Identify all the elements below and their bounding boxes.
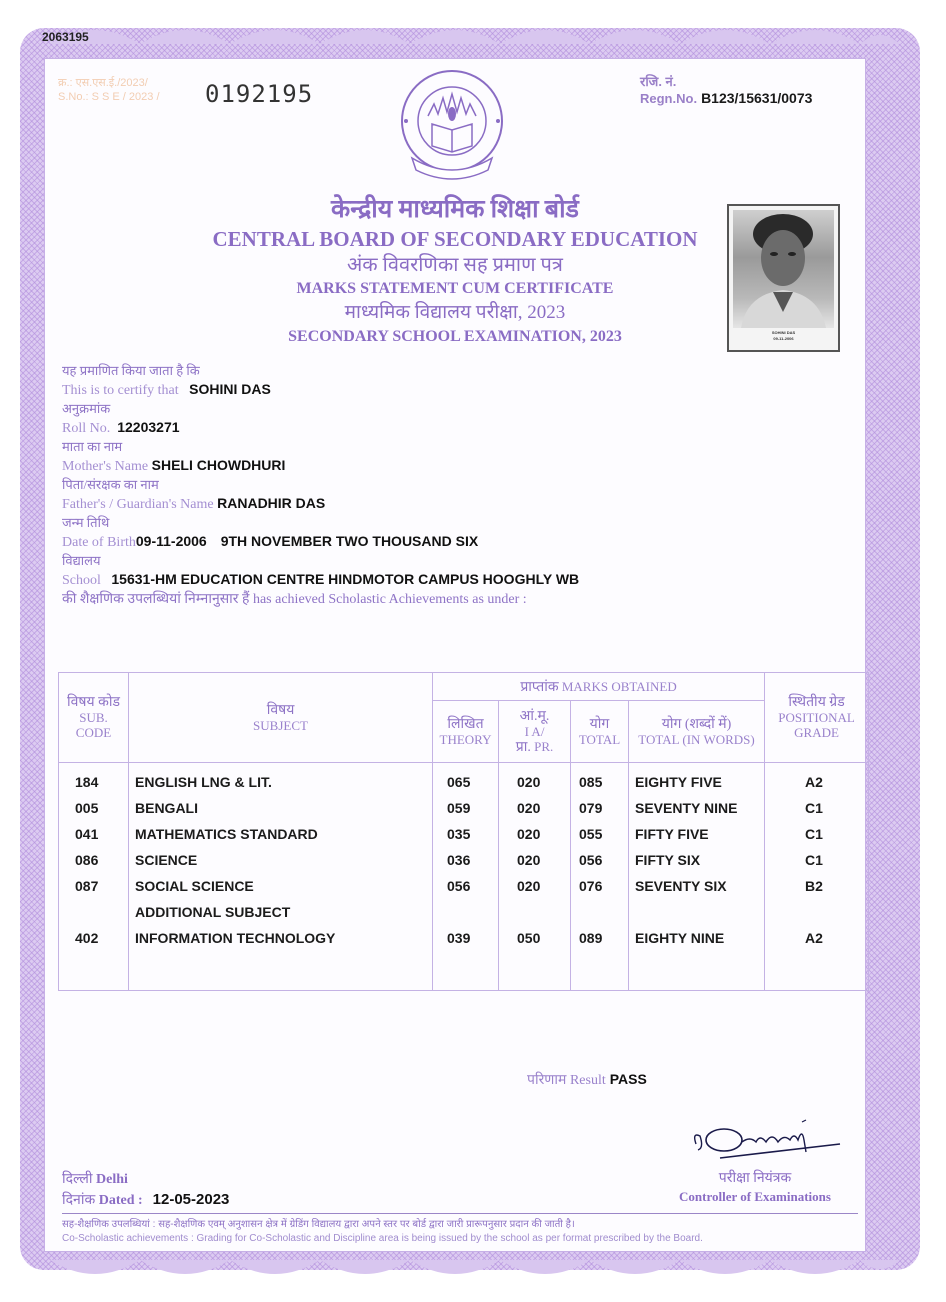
- serial-no-label: [58, 76, 160, 104]
- col-words: [629, 763, 765, 991]
- cell-theory: 039: [447, 930, 471, 946]
- cell-ia: 020: [517, 826, 541, 842]
- header-positional-grade: स्थितीय ग्रेड POSITIONAL GRADE: [765, 673, 869, 763]
- registration-number: [640, 74, 812, 107]
- footer-english: Co-Scholastic achievements : Grading for Co-Scholastic and Discipline area is being issued by the school as per format prescribed by the Board.: [62, 1233, 703, 1244]
- cell-total: 055: [579, 826, 603, 842]
- dob-row: [62, 532, 862, 552]
- cell-subject: ADDITIONAL SUBJECT: [135, 904, 291, 920]
- school-label: School: [62, 573, 101, 588]
- controller-hindi: परीक्षा नियंत्रक: [718, 1171, 792, 1186]
- cell-theory: 036: [447, 852, 471, 868]
- certify-label-hindi: यह प्रमाणित किया जाता है कि: [62, 363, 200, 378]
- cell-theory: 059: [447, 800, 471, 816]
- serial-no-hindi: क्र.: एस.एस.ई./2023/: [58, 77, 148, 89]
- photo-image: [733, 210, 834, 328]
- header-ia-pr: आं.मू. I A/ प्रा. PR.: [499, 701, 571, 763]
- regn-label: Regn.No.: [640, 91, 698, 106]
- cell-grade: C1: [805, 852, 823, 868]
- cell-total: [579, 899, 628, 925]
- achievements-intro: [62, 590, 862, 610]
- heading: [150, 194, 760, 348]
- school-name: 15631-HM EDUCATION CENTRE HINDMOTOR CAMPUS HOOGHLY WB: [111, 571, 580, 587]
- cell-theory: 056: [447, 878, 471, 894]
- controller-english: Controller of Examinations: [679, 1189, 831, 1204]
- dob-words: 9TH NOVEMBER TWO THOUSAND SIX: [220, 533, 479, 549]
- cbse-logo-icon: [392, 66, 512, 184]
- footer-note: [62, 1218, 862, 1246]
- col-grade: [765, 763, 869, 991]
- roll-row: [62, 418, 862, 438]
- footer-hindi: सह-शैक्षणिक उपलब्धियां : सह-शैक्षणिक एवम् अनुशासन क्षेत्र में ग्रेडिंग विद्यालय द्वारा अपने स्तर पर बोर्ड द्वारा जारी प्रारूपनुसार प्रदान की जाती है।: [62, 1219, 575, 1230]
- cell-words: SEVENTY SIX: [635, 878, 727, 894]
- mother-row: [62, 456, 862, 476]
- col-code: [59, 763, 129, 991]
- regn-hindi: रजि. नं.: [640, 74, 677, 89]
- col-ia: [499, 763, 571, 991]
- dated-value: 12-05-2023: [152, 1191, 230, 1208]
- father-name: RANADHIR DAS: [217, 495, 326, 511]
- cell-words: EIGHTY FIVE: [635, 774, 722, 790]
- cell-grade: A2: [805, 930, 823, 946]
- col-theory: [433, 763, 499, 991]
- cell-code: [75, 899, 128, 925]
- dated-hindi: दिनांक: [62, 1193, 96, 1208]
- controller-of-examinations: [650, 1170, 860, 1206]
- header-sub-code: विषय कोड SUB. CODE: [59, 673, 129, 763]
- cell-subject: SCIENCE: [135, 852, 198, 868]
- cell-total: 076: [579, 878, 603, 894]
- cell-words: SEVENTY NINE: [635, 800, 738, 816]
- serial-no-value: 0192195: [205, 80, 314, 108]
- border-scallop-top: [50, 22, 900, 44]
- cell-ia: 020: [517, 852, 541, 868]
- father-row: [62, 494, 862, 514]
- cell-words: [635, 899, 764, 925]
- roll-number: 12203271: [117, 419, 180, 435]
- place-date: [62, 1170, 229, 1211]
- cell-subject: BENGALI: [135, 800, 198, 816]
- student-name: SOHINI DAS: [189, 381, 271, 397]
- cell-code: 005: [75, 800, 99, 816]
- header-total: योग TOTAL: [571, 701, 629, 763]
- cell-theory: 035: [447, 826, 471, 842]
- serial-number-top: 2063195: [42, 30, 89, 44]
- cell-total: 085: [579, 774, 603, 790]
- cell-ia: 020: [517, 774, 541, 790]
- mother-label: Mother's Name: [62, 459, 149, 474]
- col-subject: [129, 763, 433, 991]
- dob-value: 09-11-2006: [135, 533, 207, 549]
- place-hindi: दिल्ली: [62, 1172, 93, 1187]
- school-label-hindi: विद्यालय: [62, 553, 101, 568]
- cell-ia: 020: [517, 800, 541, 816]
- father-label: Father's / Guardian's Name: [62, 497, 214, 512]
- cell-code: 086: [75, 852, 99, 868]
- board-name-english: CENTRAL BOARD OF SECONDARY EDUCATION: [212, 227, 698, 251]
- cell-code: 402: [75, 930, 99, 946]
- cell-grade: A2: [805, 774, 823, 790]
- cell-theory: [447, 899, 498, 925]
- roll-label-hindi: अनुक्रमांक: [62, 401, 111, 416]
- achievements-english: has achieved Scholastic Achievements as under :: [252, 592, 527, 607]
- header-marks-obtained: प्राप्तांक MARKS OBTAINED: [433, 673, 765, 701]
- cell-code: 184: [75, 774, 99, 790]
- place-english: Delhi: [96, 1172, 128, 1187]
- marks-table: [58, 672, 869, 991]
- school-row: [62, 570, 862, 590]
- mother-label-hindi: माता का नाम: [62, 439, 123, 454]
- header-subject: विषय SUBJECT: [129, 673, 433, 763]
- achievements-hindi: की शैक्षणिक उपलब्धियां निम्नानुसार हैं: [62, 592, 250, 607]
- result-row: [527, 1070, 647, 1089]
- cell-subject: ENGLISH LNG & LIT.: [135, 774, 272, 790]
- photo-caption-date: 09-11-2006: [773, 336, 794, 341]
- cell-grade: C1: [805, 826, 823, 842]
- border-scallop-bottom: [50, 1260, 900, 1282]
- roll-label: Roll No.: [62, 421, 111, 436]
- exam-title-english: SECONDARY SCHOOL EXAMINATION, 2023: [288, 328, 622, 345]
- certify-label: This is to certify that: [62, 383, 179, 398]
- photo-caption-name: SOHINI DAS: [771, 330, 796, 335]
- cell-grade: [805, 899, 868, 925]
- col-total: [571, 763, 629, 991]
- cell-words: FIFTY FIVE: [635, 826, 709, 842]
- cell-grade: B2: [805, 878, 823, 894]
- cell-ia: [517, 899, 570, 925]
- cell-ia: 020: [517, 878, 541, 894]
- result-hindi: परिणाम: [527, 1073, 567, 1088]
- certify-row: [62, 380, 862, 400]
- mother-name: SHELI CHOWDHURI: [151, 457, 286, 473]
- cell-total: 079: [579, 800, 603, 816]
- header-total-words: योग (शब्दों में) TOTAL (IN WORDS): [629, 701, 765, 763]
- board-name-hindi: केन्द्रीय माध्यमिक शिक्षा बोर्ड: [331, 196, 579, 223]
- cell-subject: SOCIAL SCIENCE: [135, 878, 254, 894]
- cell-words: EIGHTY NINE: [635, 930, 725, 946]
- exam-title-hindi: माध्यमिक विद्यालय परीक्षा, 2023: [344, 302, 566, 323]
- cell-code: 041: [75, 826, 99, 842]
- controller-signature-icon: [690, 1118, 860, 1168]
- father-label-hindi: पिता/संरक्षक का नाम: [62, 477, 159, 492]
- photo-caption: [729, 330, 838, 342]
- cell-total: 056: [579, 852, 603, 868]
- person-silhouette-icon: [733, 210, 834, 328]
- student-details: [62, 362, 862, 610]
- marks-body: [59, 763, 869, 991]
- dob-label: Date of Birth: [62, 535, 136, 550]
- document-title-english: MARKS STATEMENT CUM CERTIFICATE: [296, 280, 614, 297]
- dob-label-hindi: जन्म तिथि: [62, 515, 110, 530]
- header-theory: लिखित THEORY: [433, 701, 499, 763]
- student-photo: [727, 204, 840, 352]
- cell-grade: C1: [805, 800, 823, 816]
- cell-total: 089: [579, 930, 603, 946]
- cell-subject: INFORMATION TECHNOLOGY: [135, 930, 336, 946]
- serial-no-english: S.No.: S S E / 2023 /: [58, 91, 160, 103]
- cell-subject: MATHEMATICS STANDARD: [135, 826, 318, 842]
- cell-code: 087: [75, 878, 99, 894]
- dated-label: Dated :: [98, 1193, 143, 1208]
- document-title-hindi: अंक विवरणिका सह प्रमाण पत्र: [347, 254, 563, 276]
- result-label: Result: [569, 1073, 606, 1088]
- cell-words: FIFTY SIX: [635, 852, 701, 868]
- result-value: PASS: [609, 1071, 647, 1087]
- cell-ia: 050: [517, 930, 541, 946]
- footer-divider: [62, 1213, 858, 1214]
- regn-value: B123/15631/0073: [701, 90, 813, 106]
- cell-theory: 065: [447, 774, 471, 790]
